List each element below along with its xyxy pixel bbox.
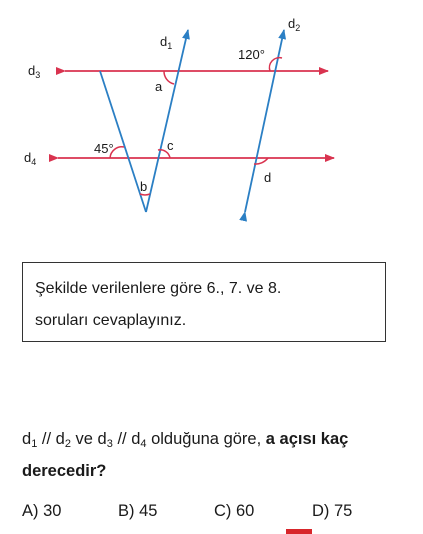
label-angle-d: d — [264, 170, 272, 185]
line-d1 — [146, 30, 188, 212]
label-d1: $d_1$ — [160, 34, 173, 51]
label-d4: $d_4$ — [24, 150, 37, 167]
instruction-box — [22, 262, 386, 342]
choice-a[interactable]: A) 30 — [22, 502, 62, 520]
choice-d[interactable]: D) 75 — [312, 502, 353, 520]
label-angle-45: 45° — [94, 141, 114, 156]
label-angle-c: c — [167, 138, 174, 153]
question-text: $d_1 // d_2$ ve $d_3 // d_4$ olduğuna göre, a açısı kaç derecedir? — [22, 430, 349, 480]
choice-c[interactable]: C) 60 — [214, 502, 255, 520]
geometry-diagram — [0, 0, 423, 250]
arc-angle-a — [164, 71, 174, 84]
instruction-line-1: Şekilde verilenlere göre 6., 7. ve 8. — [35, 280, 282, 297]
label-d3: $d_3$ — [28, 63, 41, 80]
instruction-line-2: soruları cevaplayınız. — [35, 312, 187, 329]
label-angle-a: a — [155, 79, 163, 94]
label-d2: $d_2$ — [288, 16, 301, 33]
arc-angle-b — [140, 194, 150, 195]
label-angle-b: b — [140, 179, 148, 194]
label-angle-120: 120° — [238, 47, 265, 62]
question-bold: a açısı kaç derecedir? — [22, 430, 349, 480]
choice-b[interactable]: B) 45 — [118, 502, 158, 520]
accent-bar — [286, 529, 312, 534]
